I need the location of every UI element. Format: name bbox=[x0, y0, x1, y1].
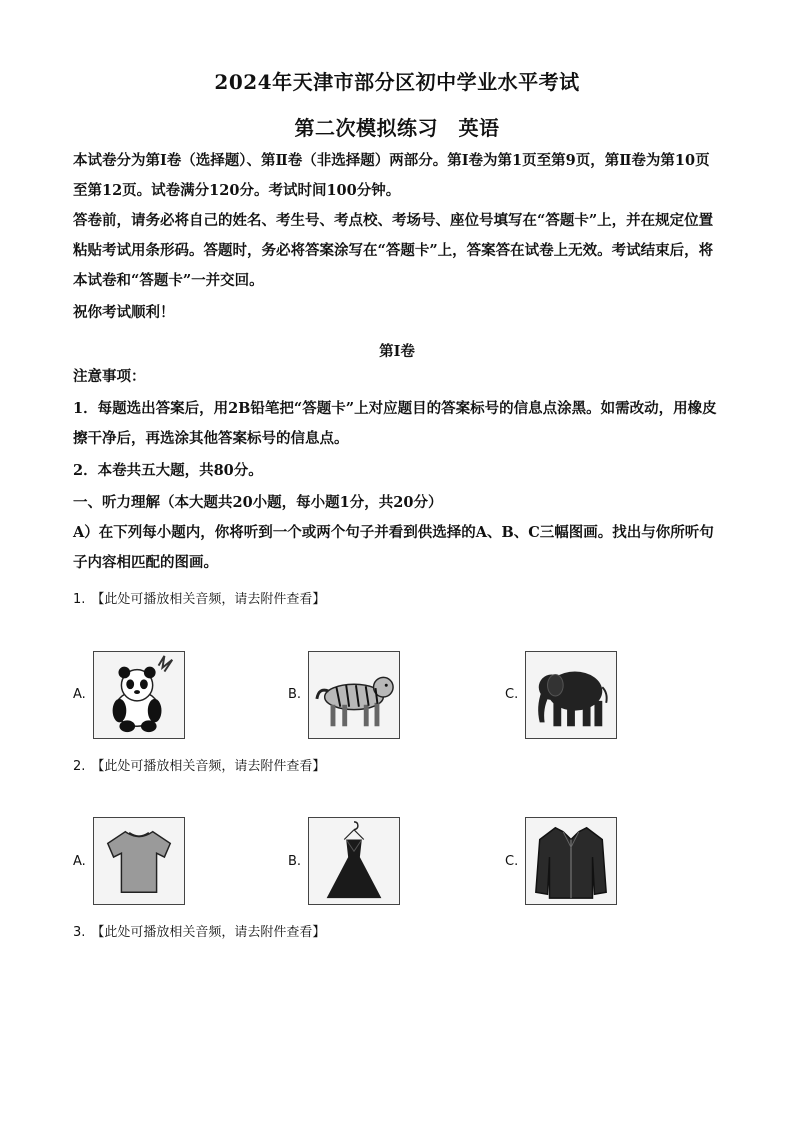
tiger-icon bbox=[309, 652, 399, 738]
intro-paragraph-3: 祝你考试顺利！ bbox=[73, 304, 175, 321]
dress-icon bbox=[309, 818, 399, 904]
option-label[interactable]: C. bbox=[505, 687, 519, 702]
jacket-icon bbox=[526, 818, 616, 904]
option-label[interactable]: C. bbox=[505, 854, 519, 869]
note-1: 1．每题选出答案后，用2B铅笔把“答题卡”上对应题目的答案标号的信息点涂黑。如需改动，用橡皮擦干净后，再选涂其他答案标号的信息点。 bbox=[73, 400, 717, 447]
option-image-dress[interactable] bbox=[308, 817, 400, 905]
elephant-icon bbox=[526, 652, 616, 738]
question-number: 3. bbox=[73, 925, 86, 940]
audio-prompt[interactable]: 【此处可播放相关音频，请去附件查看】 bbox=[91, 592, 326, 607]
question-number: 2. bbox=[73, 759, 86, 774]
option-label[interactable]: B. bbox=[288, 854, 302, 869]
volume-title: 第Ⅰ卷 bbox=[379, 343, 415, 360]
audio-prompt[interactable]: 【此处可播放相关音频，请去附件查看】 bbox=[91, 759, 326, 774]
option-label[interactable]: B. bbox=[288, 687, 302, 702]
option-image-tshirt[interactable] bbox=[93, 817, 185, 905]
exam-subtitle: 第二次模拟练习 英语 bbox=[294, 116, 500, 140]
option-image-elephant[interactable] bbox=[525, 651, 617, 739]
question-3 bbox=[73, 921, 325, 940]
option-label[interactable]: A. bbox=[73, 854, 86, 869]
exam-title: 2024年天津市部分区初中学业水平考试 bbox=[214, 70, 580, 94]
option-image-panda[interactable] bbox=[93, 651, 185, 739]
option-image-jacket[interactable] bbox=[525, 817, 617, 905]
panda-icon bbox=[94, 652, 184, 738]
question-1 bbox=[73, 588, 325, 607]
note-2: 2．本卷共五大题，共80分。 bbox=[73, 462, 263, 479]
option-image-tiger[interactable] bbox=[308, 651, 400, 739]
intro-paragraph-1: 本试卷分为第Ⅰ卷（选择题）、第Ⅱ卷（非选择题）两部分。第Ⅰ卷为第1页至第9页，第Ⅱ卷为第10页至第12页。试卷满分120分。考试时间100分钟。 bbox=[73, 152, 710, 199]
audio-prompt[interactable]: 【此处可播放相关音频，请去附件查看】 bbox=[91, 925, 326, 940]
tshirt-icon bbox=[94, 818, 184, 904]
question-2 bbox=[73, 755, 325, 774]
notes-heading: 注意事项： bbox=[73, 368, 146, 385]
part1-instructions: A）在下列每小题内，你将听到一个或两个句子并看到供选择的A、B、C三幅图画。找出与你所听句子内容相匹配的图画。 bbox=[73, 524, 714, 571]
part1-heading: 一、听力理解（本大题共20小题，每小题1分，共20分） bbox=[73, 494, 443, 511]
option-label[interactable]: A. bbox=[73, 687, 86, 702]
question-number: 1. bbox=[73, 592, 86, 607]
intro-paragraph-2: 答卷前，请务必将自己的姓名、考生号、考点校、考场号、座位号填写在“答题卡”上，并在规定位置粘贴考试用条形码。答题时，务必将答案涂写在“答题卡”上，答案答在试卷上无效。考试结束后，将本试卷和“答题卡”一并交回。 bbox=[73, 212, 714, 289]
